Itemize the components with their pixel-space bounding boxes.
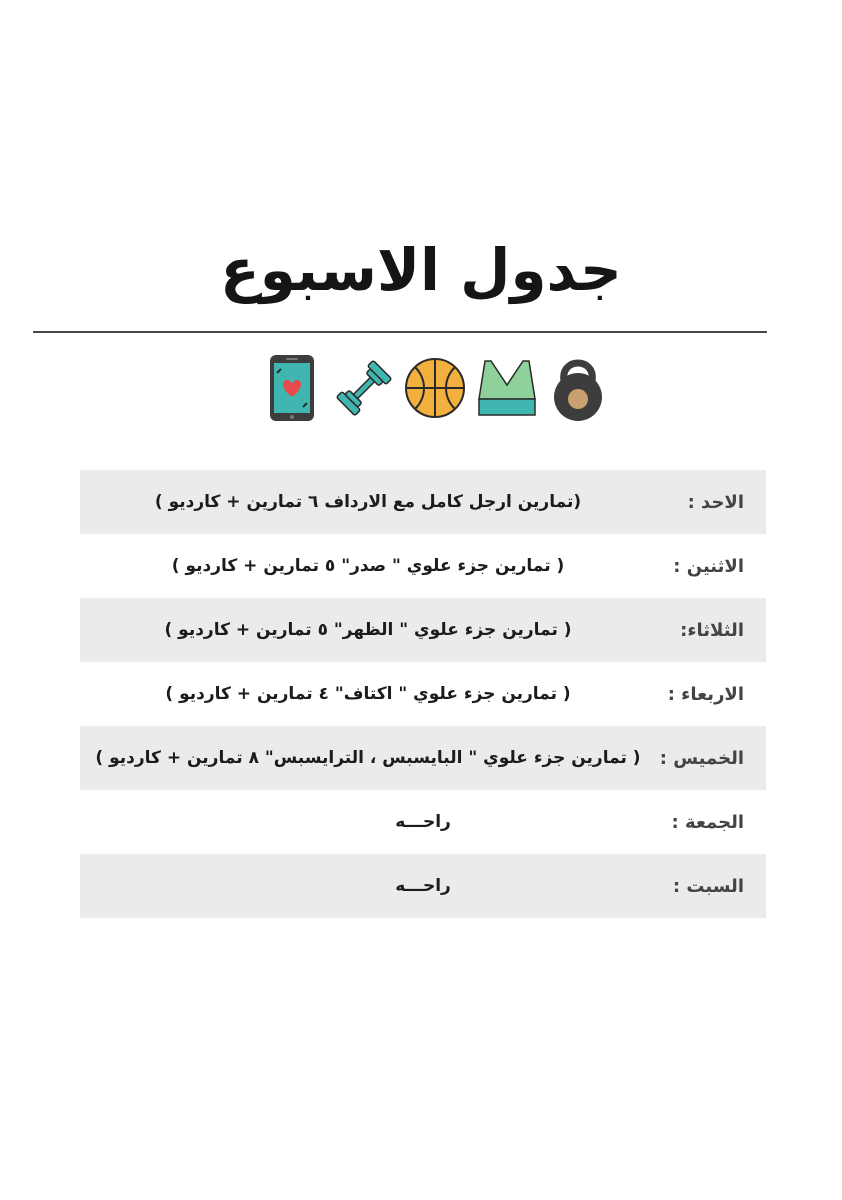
workout-text: ( تمارين جزء علوي " الظهر" ٥ تمارين + كارديو ) bbox=[164, 620, 572, 640]
workout-text: (تمارين ارجل كامل مع الارداف ٦ تمارين + كارديو ) bbox=[154, 492, 582, 512]
schedule-row-thursday bbox=[80, 726, 766, 790]
workout-text: راحـــه bbox=[395, 876, 451, 896]
schedule-row-saturday bbox=[80, 854, 766, 918]
day-label: الثلاثاء: bbox=[680, 619, 744, 641]
page-title: جدول الاسبوع bbox=[220, 236, 622, 304]
schedule-row-wednesday bbox=[80, 662, 766, 726]
basketball-icon bbox=[403, 353, 467, 423]
schedule-row-monday bbox=[80, 534, 766, 598]
workout-text: ( تمارين جزء علوي " البايسبس ، الترايسبس" ٨ تمارين + كارديو ) bbox=[95, 748, 641, 768]
day-label: الاثنين : bbox=[673, 555, 744, 577]
icon-strip bbox=[260, 352, 610, 424]
day-label: الاربعاء : bbox=[667, 683, 744, 705]
weekly-schedule bbox=[80, 470, 766, 918]
workout-text: راحـــه bbox=[395, 812, 451, 832]
day-label: الجمعة : bbox=[671, 811, 744, 833]
dumbbell-icon bbox=[332, 353, 396, 423]
workout-text: ( تمارين جزء علوي " اكتاف" ٤ تمارين + كارديو ) bbox=[165, 684, 571, 704]
workout-text: ( تمارين جزء علوي " صدر" ٥ تمارين + كارديو ) bbox=[171, 556, 565, 576]
phone-heart-icon bbox=[260, 353, 324, 423]
kettlebell-icon bbox=[546, 353, 610, 423]
day-label: الاحد : bbox=[687, 491, 744, 513]
schedule-row-sunday bbox=[80, 470, 766, 534]
title-divider bbox=[33, 331, 767, 333]
schedule-row-tuesday bbox=[80, 598, 766, 662]
day-label: السبت : bbox=[672, 875, 744, 897]
schedule-row-friday bbox=[80, 790, 766, 854]
sports-bra-icon bbox=[475, 353, 539, 423]
day-label: الخميس : bbox=[659, 747, 744, 769]
